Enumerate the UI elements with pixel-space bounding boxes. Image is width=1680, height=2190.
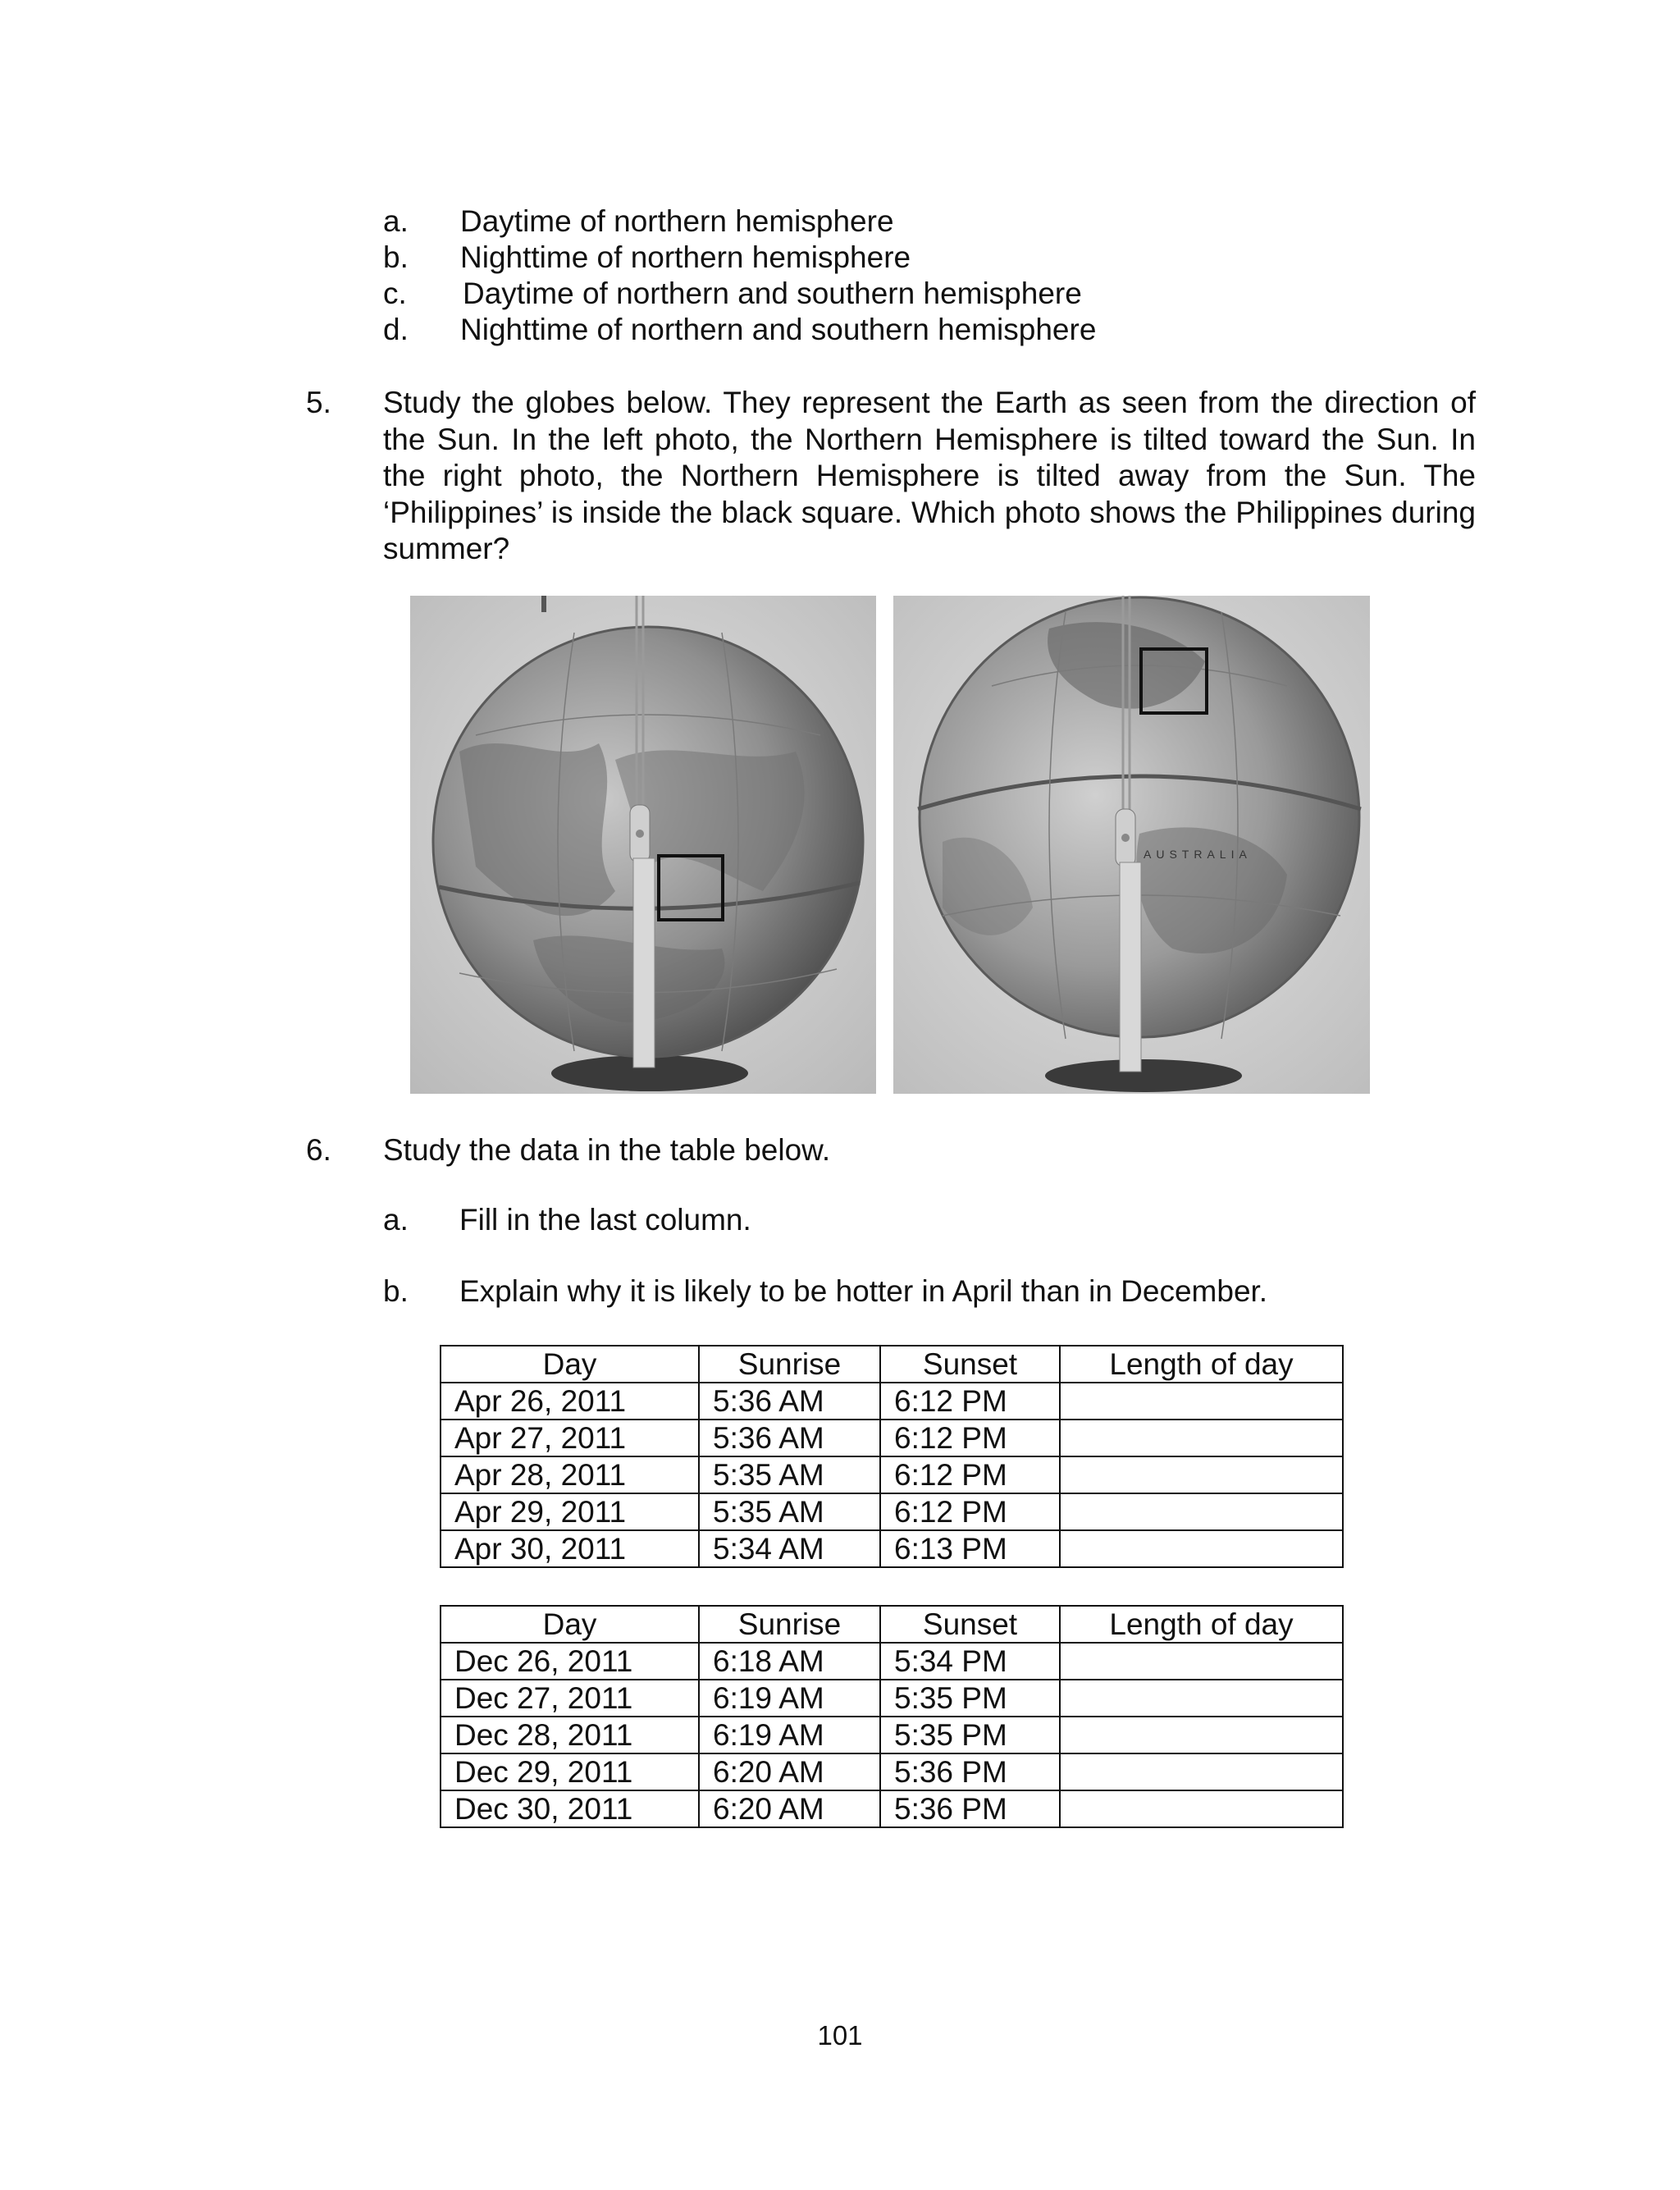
header-length-of-day: Length of day bbox=[1060, 1346, 1343, 1383]
cell-length-of-day[interactable] bbox=[1060, 1753, 1343, 1790]
table-row bbox=[441, 1383, 1343, 1420]
cell-length-of-day[interactable] bbox=[1060, 1383, 1343, 1420]
header-length-of-day: Length of day bbox=[1060, 1606, 1343, 1643]
table-header-row bbox=[441, 1346, 1343, 1383]
right-globe-image bbox=[893, 596, 1370, 1094]
choice-text: Nighttime of northern and southern hemisphere bbox=[460, 313, 1097, 346]
cell-day: Apr 29, 2011 bbox=[441, 1493, 699, 1530]
cell-length-of-day[interactable] bbox=[1060, 1790, 1343, 1827]
cell-sunset: 5:36 PM bbox=[880, 1790, 1060, 1827]
cell-day: Dec 26, 2011 bbox=[441, 1643, 699, 1680]
cell-length-of-day[interactable] bbox=[1060, 1420, 1343, 1456]
cell-sunset: 5:35 PM bbox=[880, 1717, 1060, 1753]
cell-sunset: 6:12 PM bbox=[880, 1383, 1060, 1420]
australia-map-label: AUSTRALIA bbox=[1144, 848, 1252, 861]
header-sunset: Sunset bbox=[880, 1606, 1060, 1643]
page-number: 101 bbox=[817, 2020, 863, 2051]
cell-day: Apr 27, 2011 bbox=[441, 1420, 699, 1456]
cell-sunset: 6:12 PM bbox=[880, 1420, 1060, 1456]
table-row bbox=[441, 1680, 1343, 1717]
right-globe-photo bbox=[893, 596, 1370, 1094]
table-header-row bbox=[441, 1606, 1343, 1643]
left-globe-image bbox=[410, 596, 876, 1094]
cell-sunrise: 5:35 AM bbox=[699, 1456, 880, 1493]
part-a-text: Fill in the last column. bbox=[459, 1203, 751, 1237]
cell-sunrise: 5:34 AM bbox=[699, 1530, 880, 1567]
question-6-number: 6. bbox=[306, 1133, 331, 1167]
left-globe-photo bbox=[410, 596, 876, 1094]
header-sunrise: Sunrise bbox=[699, 1606, 880, 1643]
cell-sunrise: 5:35 AM bbox=[699, 1493, 880, 1530]
question-5-text: Study the globes below. They represent the Earth as seen from the direction of the Sun. In the left photo, the Northern Hemisphere is tilted toward the Sun. In the right photo, the Northern Hemisphere is tilted away from the Sun. The ‘Philippines’ is inside the black square. Which photo shows the Philippines during summer? bbox=[383, 386, 1476, 565]
cell-length-of-day[interactable] bbox=[1060, 1456, 1343, 1493]
choice-text: Daytime of northern and southern hemisphere bbox=[463, 277, 1082, 310]
header-sunrise: Sunrise bbox=[699, 1346, 880, 1383]
table-row bbox=[441, 1456, 1343, 1493]
cell-length-of-day[interactable] bbox=[1060, 1530, 1343, 1567]
part-a-letter: a. bbox=[383, 1203, 409, 1237]
cell-sunrise: 6:19 AM bbox=[699, 1680, 880, 1717]
cell-sunset: 5:35 PM bbox=[880, 1680, 1060, 1717]
cell-day: Dec 29, 2011 bbox=[441, 1753, 699, 1790]
table-row bbox=[441, 1530, 1343, 1567]
cell-day: Dec 27, 2011 bbox=[441, 1680, 699, 1717]
cell-day: Apr 30, 2011 bbox=[441, 1530, 699, 1567]
table-row bbox=[441, 1420, 1343, 1456]
cell-sunrise: 6:18 AM bbox=[699, 1643, 880, 1680]
table-row bbox=[441, 1753, 1343, 1790]
header-sunset: Sunset bbox=[880, 1346, 1060, 1383]
table-row bbox=[441, 1493, 1343, 1530]
april-sun-table bbox=[440, 1345, 1344, 1568]
part-b-text: Explain why it is likely to be hotter in April than in December. bbox=[459, 1274, 1268, 1308]
cell-sunrise: 6:19 AM bbox=[699, 1717, 880, 1753]
table-row bbox=[441, 1643, 1343, 1680]
table-row bbox=[441, 1790, 1343, 1827]
cell-sunset: 6:12 PM bbox=[880, 1456, 1060, 1493]
choice-letter: c. bbox=[383, 277, 407, 310]
cell-length-of-day[interactable] bbox=[1060, 1680, 1343, 1717]
cell-sunset: 5:34 PM bbox=[880, 1643, 1060, 1680]
cell-length-of-day[interactable] bbox=[1060, 1493, 1343, 1530]
cell-day: Apr 28, 2011 bbox=[441, 1456, 699, 1493]
header-day: Day bbox=[441, 1606, 699, 1643]
cell-sunrise: 5:36 AM bbox=[699, 1383, 880, 1420]
cell-sunset: 6:12 PM bbox=[880, 1493, 1060, 1530]
part-b-letter: b. bbox=[383, 1274, 409, 1308]
cell-sunrise: 6:20 AM bbox=[699, 1753, 880, 1790]
choice-text: Daytime of northern hemisphere bbox=[460, 204, 894, 238]
choice-letter: b. bbox=[383, 240, 409, 274]
choice-letter: a. bbox=[383, 204, 409, 238]
cell-sunset: 6:13 PM bbox=[880, 1530, 1060, 1567]
cell-sunrise: 6:20 AM bbox=[699, 1790, 880, 1827]
question-6-text: Study the data in the table below. bbox=[383, 1133, 831, 1167]
cell-length-of-day[interactable] bbox=[1060, 1643, 1343, 1680]
cell-day: Dec 30, 2011 bbox=[441, 1790, 699, 1827]
cell-day: Apr 26, 2011 bbox=[441, 1383, 699, 1420]
cell-day: Dec 28, 2011 bbox=[441, 1717, 699, 1753]
cell-length-of-day[interactable] bbox=[1060, 1717, 1343, 1753]
table-row bbox=[441, 1717, 1343, 1753]
choice-text: Nighttime of northern hemisphere bbox=[460, 240, 911, 274]
december-sun-table bbox=[440, 1605, 1344, 1828]
cell-sunrise: 5:36 AM bbox=[699, 1420, 880, 1456]
cell-sunset: 5:36 PM bbox=[880, 1753, 1060, 1790]
header-day: Day bbox=[441, 1346, 699, 1383]
question-5-number: 5. bbox=[306, 386, 331, 419]
choice-letter: d. bbox=[383, 313, 409, 346]
